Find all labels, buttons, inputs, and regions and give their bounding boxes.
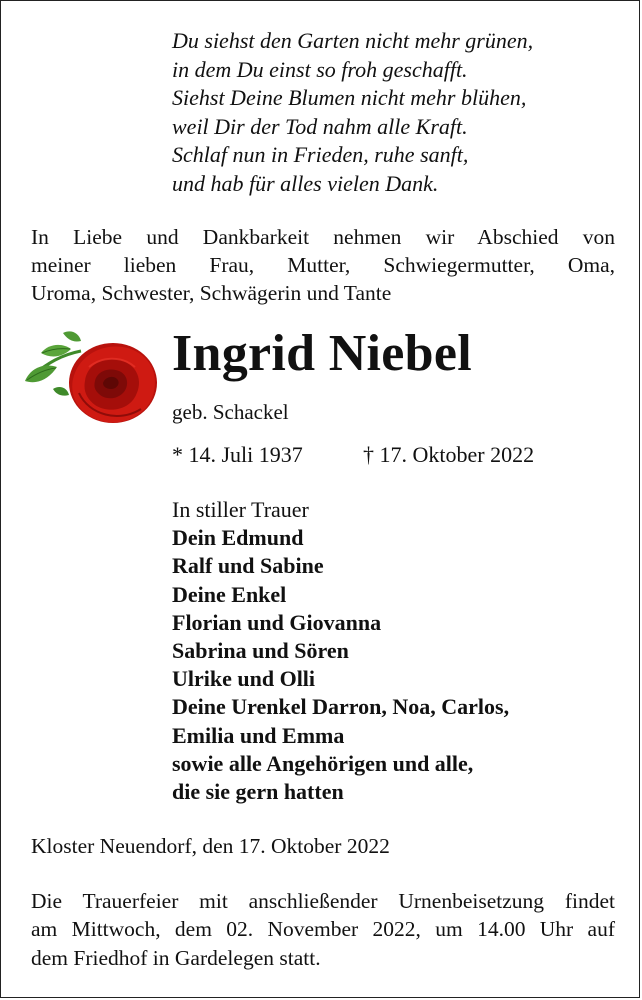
birth-name: geb. Schackel	[172, 400, 289, 424]
mourners-intro: In stiller Trauer	[172, 497, 309, 522]
life-dates	[172, 441, 535, 469]
funeral-line: dem Friedhof in Gardelegen statt.	[31, 945, 321, 970]
rose-icon	[23, 323, 163, 429]
poem-line: Du siehst den Garten nicht mehr grünen,	[172, 28, 534, 53]
funeral-line: Die Trauerfeier mit anschließender Urnenbeisetzung findet	[31, 889, 615, 913]
intro-line: Uroma, Schwester, Schwägerin und Tante	[31, 281, 392, 305]
mourner-line: Deine Enkel	[172, 581, 287, 607]
funeral-info	[31, 887, 615, 972]
mourner-line: Deine Urenkel Darron, Noa, Carlos,	[172, 694, 510, 720]
poem	[172, 27, 533, 198]
mourner-line: Ralf und Sabine	[172, 553, 324, 579]
mourner-line: Emilia und Emma	[172, 722, 345, 748]
death-date: † 17. Oktober 2022	[363, 442, 535, 467]
mourner-line: Sabrina und Sören	[172, 638, 349, 664]
intro-line: meiner lieben Frau, Mutter, Schwiegermutter, Oma,	[31, 253, 615, 277]
mourner-line: Dein Edmund	[172, 525, 304, 551]
poem-line: Schlaf nun in Frieden, ruhe sanft,	[172, 142, 469, 167]
poem-line: weil Dir der Tod nahm alle Kraft.	[172, 113, 468, 139]
poem-line: in dem Du einst so froh geschafft.	[172, 56, 468, 82]
intro-paragraph	[31, 223, 615, 307]
birth-date: * 14. Juli 1937	[172, 442, 303, 467]
poem-line: und hab für alles vielen Dank.	[172, 170, 439, 196]
mourner-line: sowie alle Angehörigen und alle,	[172, 750, 474, 776]
deceased-name: Ingrid Niebel	[172, 325, 473, 382]
intro-line: In Liebe und Dankbarkeit nehmen wir Abschied von	[31, 225, 615, 249]
place-date: Kloster Neuendorf, den 17. Oktober 2022	[31, 834, 390, 858]
mourner-line: Florian und Giovanna	[172, 609, 382, 635]
funeral-line: am Mittwoch, dem 02. November 2022, um 14.00 Uhr auf	[31, 917, 615, 942]
mourner-line: Ulrike und Olli	[172, 666, 316, 692]
mourner-line: die sie gern hatten	[172, 779, 344, 805]
mourners-list	[172, 496, 509, 806]
poem-line: Siehst Deine Blumen nicht mehr blühen,	[172, 85, 527, 110]
